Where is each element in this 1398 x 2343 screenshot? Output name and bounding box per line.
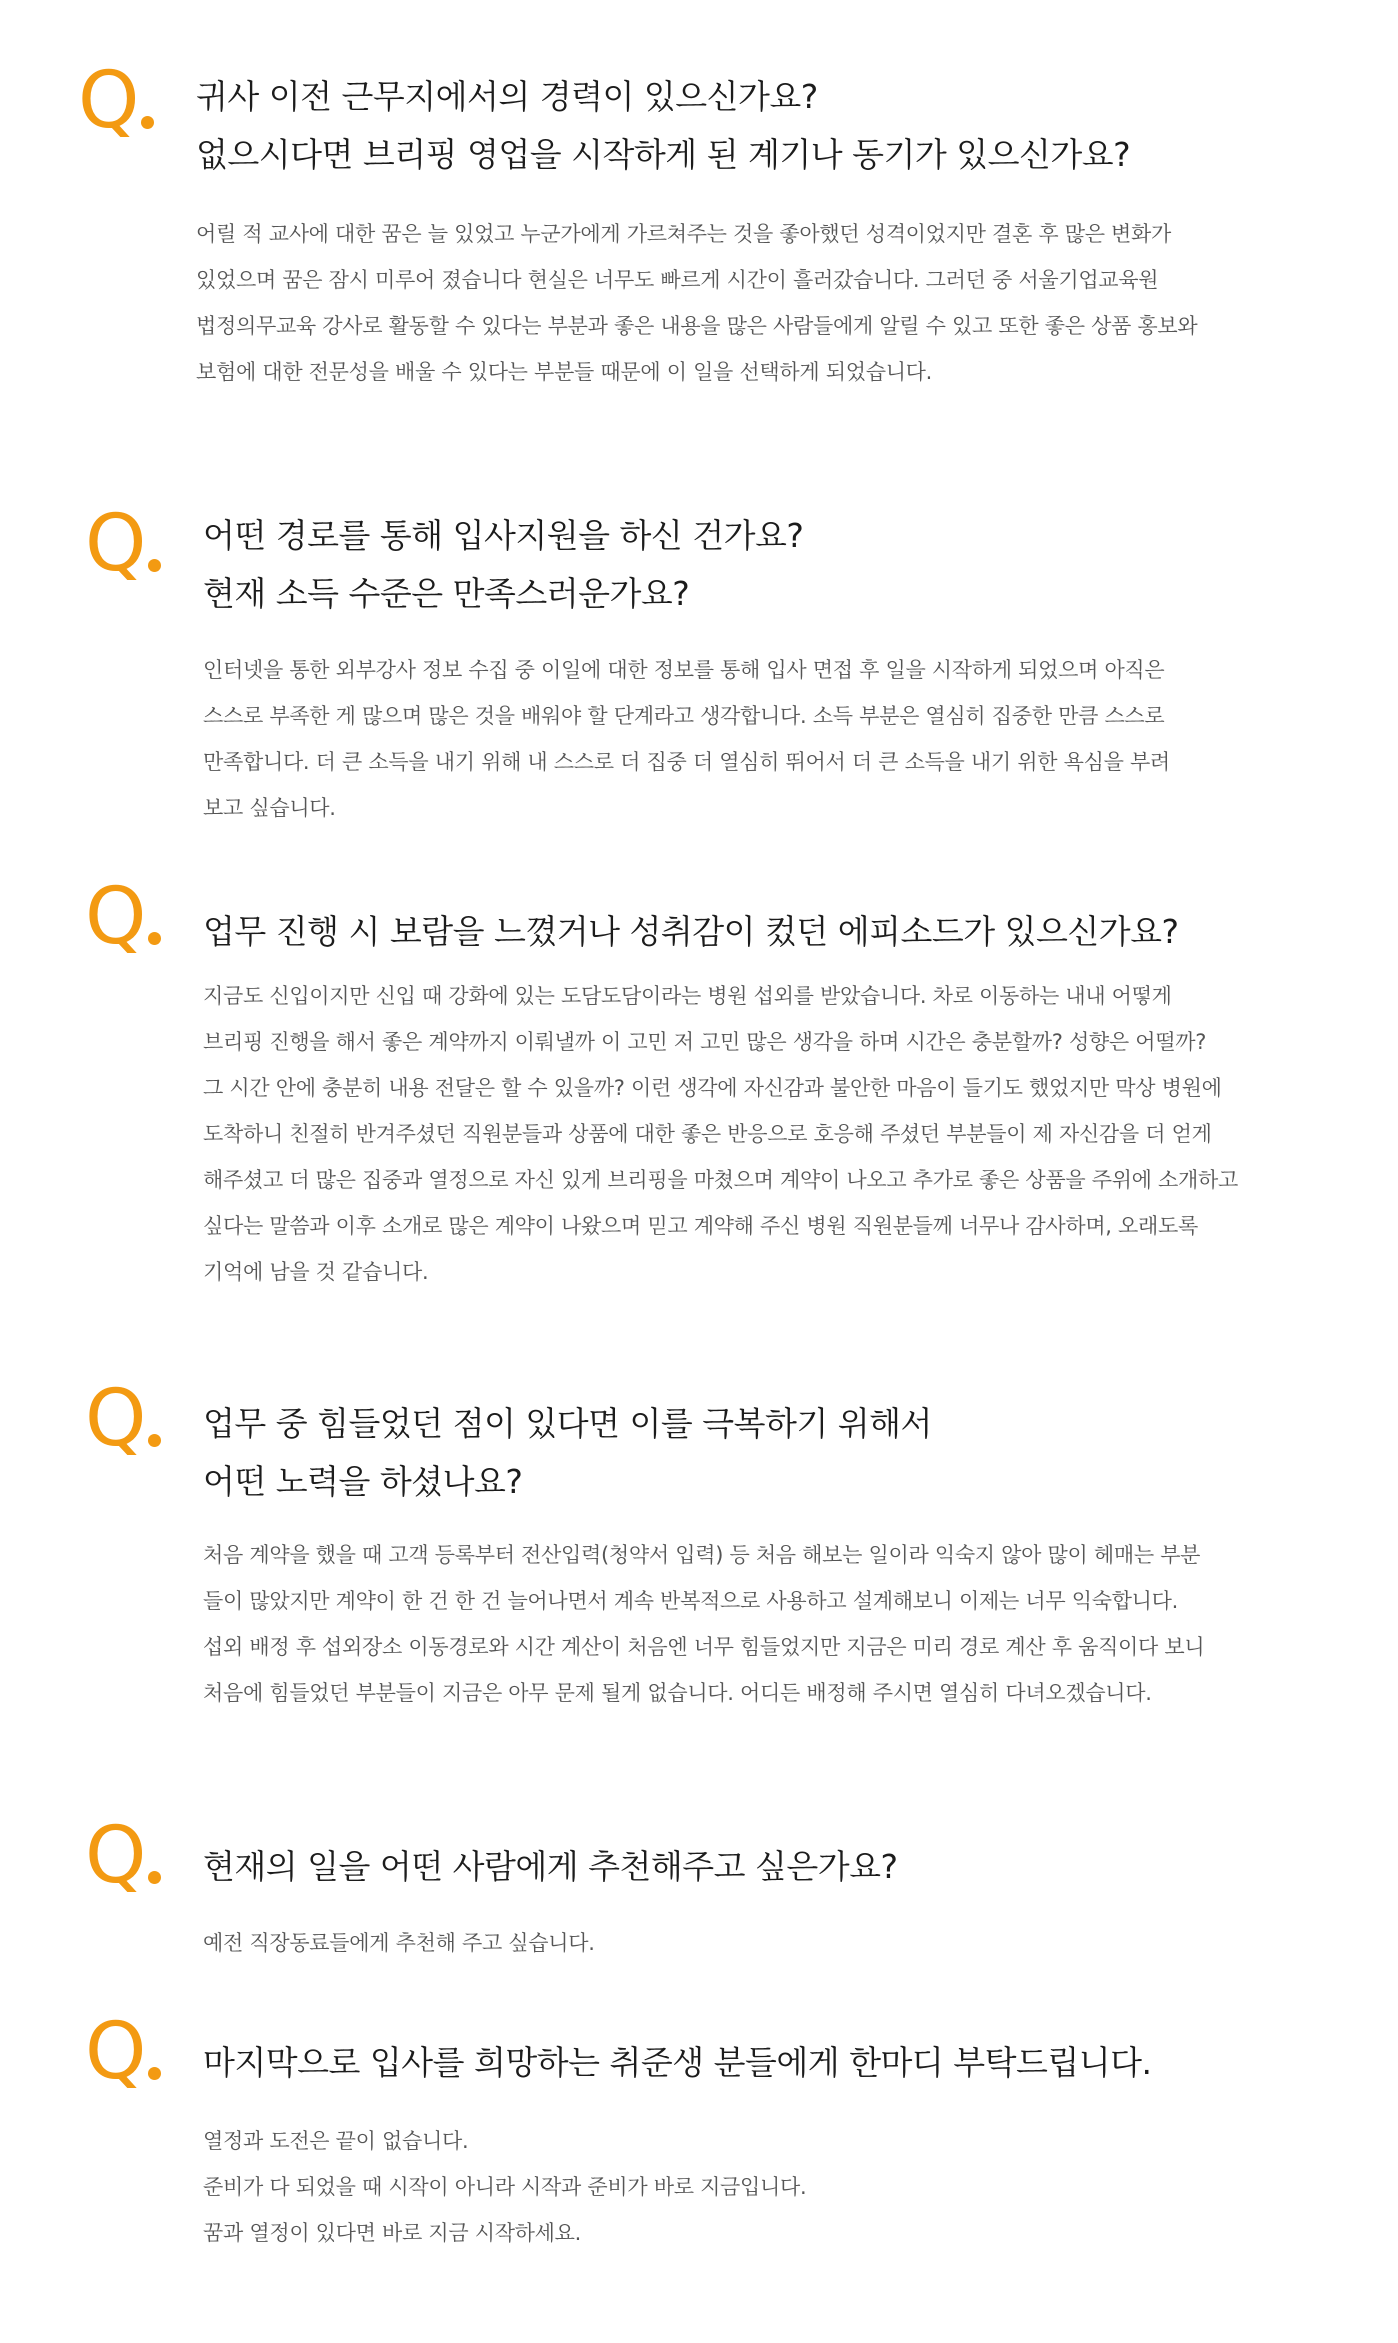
question: 어떤 경로를 통해 입사지원을 하신 건가요? 현재 소득 수준은 만족스러운가요?: [203, 516, 804, 613]
question: 귀사 이전 근무지에서의 경력이 있으신가요? 없으시다면 브리핑 영업을 시작하게 된 계기나 동기가 있으신가요?: [196, 77, 1131, 174]
q-dot-icon: [148, 559, 161, 572]
q-marker: Q: [85, 1817, 161, 1895]
question: 업무 중 힘들었던 점이 있다면 이를 극복하기 위해서 어떤 노력을 하셨나요?: [203, 1404, 932, 1501]
q-dot-icon: [148, 1434, 161, 1447]
question: 현재의 일을 어떤 사람에게 추천해주고 싶은가요?: [203, 1847, 898, 1886]
answer: 어릴 적 교사에 대한 꿈은 늘 있었고 누군가에게 가르쳐주는 것을 좋아했던 성격이었지만 결혼 후 많은 변화가 있었으며 꿈은 잠시 미루어 졌습니다 현실은 너무도 빠르게 시간이 흘러갔습니다. 그러던 중 서울기업교육원 법정의무교육 강사로 활동할 수 있다는 부분과 좋은 내용을 많은 사람들에게 알릴 수 있고 또한 좋은 상품 홍보와 보험에 대한 전문성을 배울 수 있다는 부분들 때문에 이 일을 선택하게 되었습니다.: [196, 222, 1198, 384]
q-marker: Q: [85, 1380, 161, 1458]
q-dot-icon: [141, 116, 154, 129]
answer: 열정과 도전은 끝이 없습니다. 준비가 다 되었을 때 시작이 아니라 시작과 준비가 바로 지금입니다. 꿈과 열정이 있다면 바로 지금 시작하세요.: [203, 2129, 807, 2245]
answer: 인터넷을 통한 외부강사 정보 수집 중 이일에 대한 정보를 통해 입사 면접 후 일을 시작하게 되었으며 아직은 스스로 부족한 게 많으며 많은 것을 배워야 할 단계라고 생각합니다. 소득 부분은 열심히 집중한 만큼 스스로 만족합니다. 더 큰 소득을 내기 위해 내 스스로 더 집중 더 열심히 뛰어서 더 큰 소득을 내기 위한 욕심을 부려 보고 싶습니다.: [203, 658, 1170, 820]
answer: 지금도 신입이지만 신입 때 강화에 있는 도담도담이라는 병원 섭외를 받았습니다. 차로 이동하는 내내 어떻게 브리핑 진행을 해서 좋은 계약까지 이뤄낼까 이 고민 저 고민 많은 생각을 하며 시간은 충분할까? 성향은 어떨까? 그 시간 안에 충분히 내용 전달은 할 수 있을까? 이런 생각에 자신감과 불안한 마음이 들기도 했었지만 막상 병원에 도착하니 친절히 반겨주셨던 직원분들과 상품에 대한 좋은 반응으로 호응해 주셨던 부분들이 제 자신감을 더 얻게 해주셨고 더 많은 집중과 열정으로 자신 있게 브리핑을 마쳤으며 계약이 나오고 추가로 좋은 상품을 주위에 소개하고 싶다는 말씀과 이후 소개로 많은 계약이 나왔으며 믿고 계약해 주신 병원 직원분들께 너무나 감사하며, 오래도록 기억에 남을 것 같습니다.: [203, 984, 1238, 1284]
q-marker: Q: [85, 878, 161, 956]
question: 업무 진행 시 보람을 느꼈거나 성취감이 컸던 에피소드가 있으신가요?: [203, 912, 1179, 951]
question: 마지막으로 입사를 희망하는 취준생 분들에게 한마디 부탁드립니다.: [203, 2043, 1152, 2082]
q-marker: Q: [85, 2013, 161, 2091]
q-dot-icon: [148, 1871, 161, 1884]
answer: 예전 직장동료들에게 추천해 주고 싶습니다.: [203, 1931, 595, 1955]
q-dot-icon: [148, 2067, 161, 2080]
q-marker: Q: [85, 505, 161, 583]
q-dot-icon: [148, 932, 161, 945]
answer: 처음 계약을 했을 때 고객 등록부터 전산입력(청약서 입력) 등 처음 해보는 일이라 익숙지 않아 많이 헤매는 부분 들이 많았지만 계약이 한 건 한 건 늘어나면서 계속 반복적으로 사용하고 설계해보니 이제는 너무 익숙합니다. 섭외 배정 후 섭외장소 이동경로와 시간 계산이 처음엔 너무 힘들었지만 지금은 미리 경로 계산 후 움직이다 보니 처음에 힘들었던 부분들이 지금은 아무 문제 될게 없습니다. 어디든 배정해 주시면 열심히 다녀오겠습니다.: [203, 1543, 1205, 1705]
q-marker: Q: [78, 62, 154, 140]
